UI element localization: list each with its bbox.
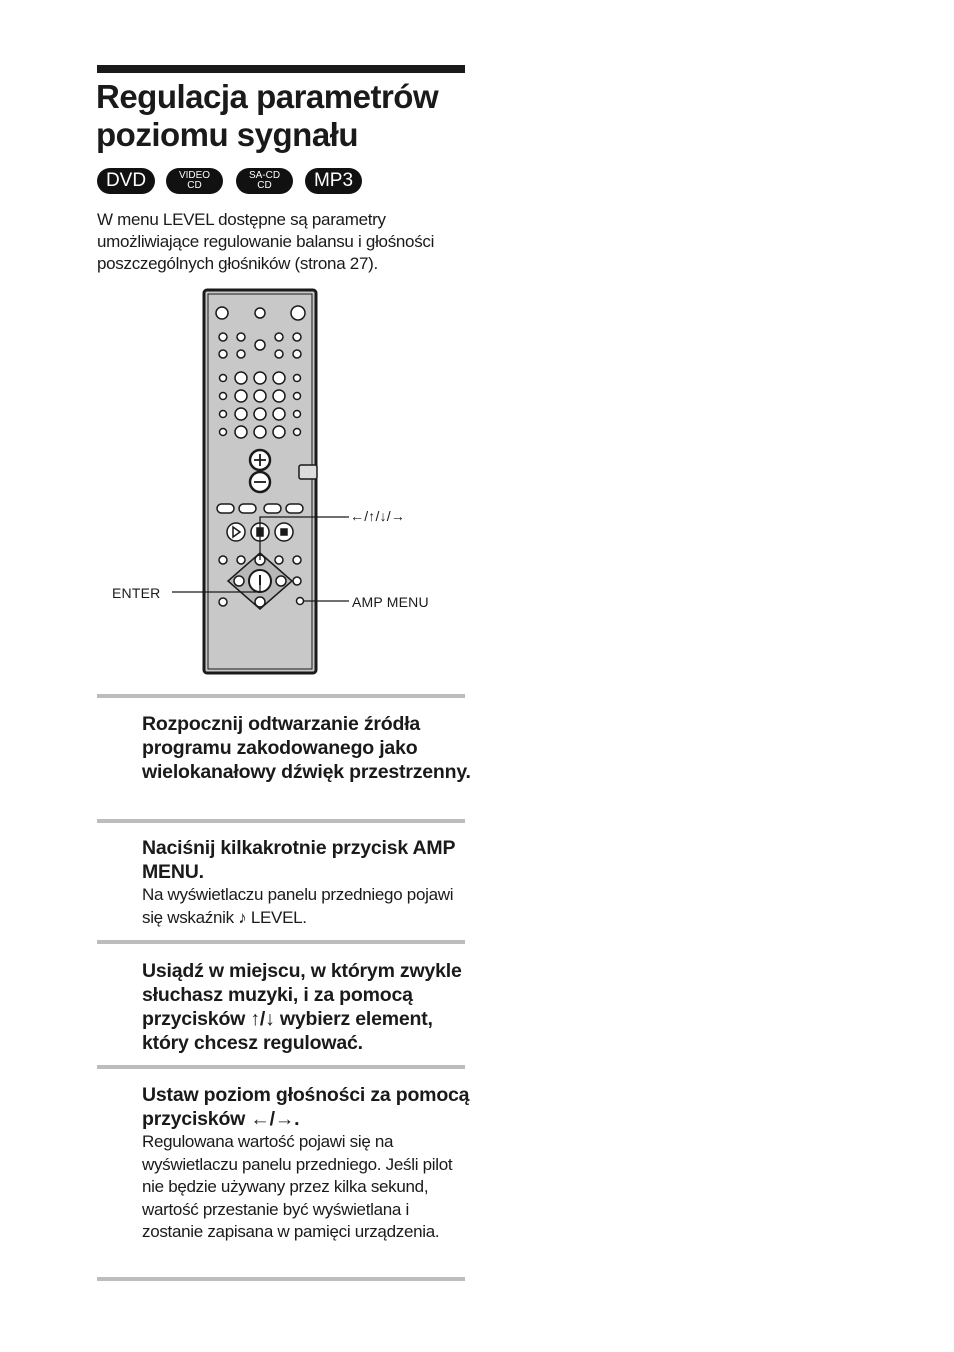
remote-button xyxy=(294,375,301,382)
badge-dvd xyxy=(97,168,155,194)
badge-mp3-label: MP3 xyxy=(313,170,354,191)
step-divider xyxy=(97,819,465,823)
step-4-heading: Ustaw poziom głośności za pomocą przycisków ←/→. xyxy=(142,1084,470,1130)
remote-button xyxy=(237,350,245,358)
remote-button xyxy=(237,333,245,341)
page-title xyxy=(96,78,476,154)
badge-video-cd-line2: CD xyxy=(187,180,202,191)
remote-button xyxy=(255,340,265,350)
step-2 xyxy=(142,836,472,929)
remote-button xyxy=(275,556,283,564)
badge-dvd-label: DVD xyxy=(105,170,147,191)
enter-callout-label: ENTER xyxy=(112,585,161,601)
remote-button xyxy=(235,408,247,420)
step-divider xyxy=(97,694,465,698)
step-2-body: Na wyświetlaczu panelu przedniego pojawi się wskaźnik ♪ LEVEL. xyxy=(142,885,454,927)
step-1-heading: Rozpocznij odtwarzanie źródła programu zakodowanego jako wielokanałowy dźwięk przestrzenny. xyxy=(142,713,471,783)
title-rule xyxy=(97,65,465,73)
step-1 xyxy=(142,712,472,784)
remote-button xyxy=(294,393,301,400)
badge-video-cd-line1: VIDEO xyxy=(178,170,211,181)
callout-lines xyxy=(172,517,349,601)
step-4-body: Regulowana wartość pojawi się na wyświetlaczu panelu przedniego. Jeśli pilot nie będzie używany przez kilka sekund, wartość przestanie być wyświetlana i zostanie zapisana w pamięci urządzenia. xyxy=(142,1132,453,1241)
title-line-1: Regulacja parametrów xyxy=(96,78,439,115)
remote-button xyxy=(294,411,301,418)
remote-button xyxy=(275,350,283,358)
remote-button xyxy=(219,350,227,358)
step-divider xyxy=(97,1277,465,1281)
remote-button xyxy=(254,426,266,438)
remote-control-illustration xyxy=(100,285,460,680)
remote-button xyxy=(220,393,227,400)
remote-button xyxy=(254,372,266,384)
badge-sacd-cd-line2: CD xyxy=(257,180,272,191)
remote-button xyxy=(273,390,285,402)
badge-sacd-cd xyxy=(236,168,293,194)
badge-mp3 xyxy=(305,168,362,194)
remote-button xyxy=(293,577,301,585)
remote-button xyxy=(219,598,227,606)
arrows-callout-label: ←/↑/↓/→ xyxy=(350,508,406,524)
badge-sacd-cd-line1: SA-CD xyxy=(248,170,281,181)
remote-button xyxy=(219,333,227,341)
remote-button xyxy=(235,390,247,402)
remote-button xyxy=(293,556,301,564)
remote-button xyxy=(293,333,301,341)
remote-button xyxy=(235,426,247,438)
remote-button xyxy=(219,556,227,564)
step-divider xyxy=(97,940,465,944)
remote-button xyxy=(220,429,227,436)
amp-menu-callout-label: AMP MENU xyxy=(352,594,429,610)
remote-button xyxy=(254,408,266,420)
remote-button xyxy=(294,429,301,436)
remote-button xyxy=(216,307,228,319)
remote-button xyxy=(273,408,285,420)
step-3-heading: Usiądź w miejscu, w którym zwykle słuchasz muzyki, i za pomocą przycisków ↑/↓ wybierz element, który chcesz regulować. xyxy=(142,960,462,1054)
remote-button xyxy=(254,390,266,402)
intro-text: W menu LEVEL dostępne są parametry umożliwiające regulowanie balansu i głośności poszczególnych głośników (strona 27). xyxy=(97,210,435,273)
remote-button xyxy=(275,333,283,341)
remote-button xyxy=(273,372,285,384)
remote-button xyxy=(255,308,265,318)
remote-button xyxy=(273,426,285,438)
remote-button xyxy=(220,411,227,418)
title-line-2: poziomu sygnału xyxy=(96,116,359,153)
step-4 xyxy=(142,1083,472,1244)
step-2-heading: Naciśnij kilkakrotnie przycisk AMP MENU. xyxy=(142,837,455,883)
remote-button xyxy=(291,306,305,320)
step-3 xyxy=(142,959,472,1055)
remote-button xyxy=(235,372,247,384)
badge-video-cd xyxy=(166,168,223,194)
remote-button xyxy=(220,375,227,382)
step-divider xyxy=(97,1065,465,1069)
remote-button xyxy=(293,350,301,358)
remote-button xyxy=(237,556,245,564)
